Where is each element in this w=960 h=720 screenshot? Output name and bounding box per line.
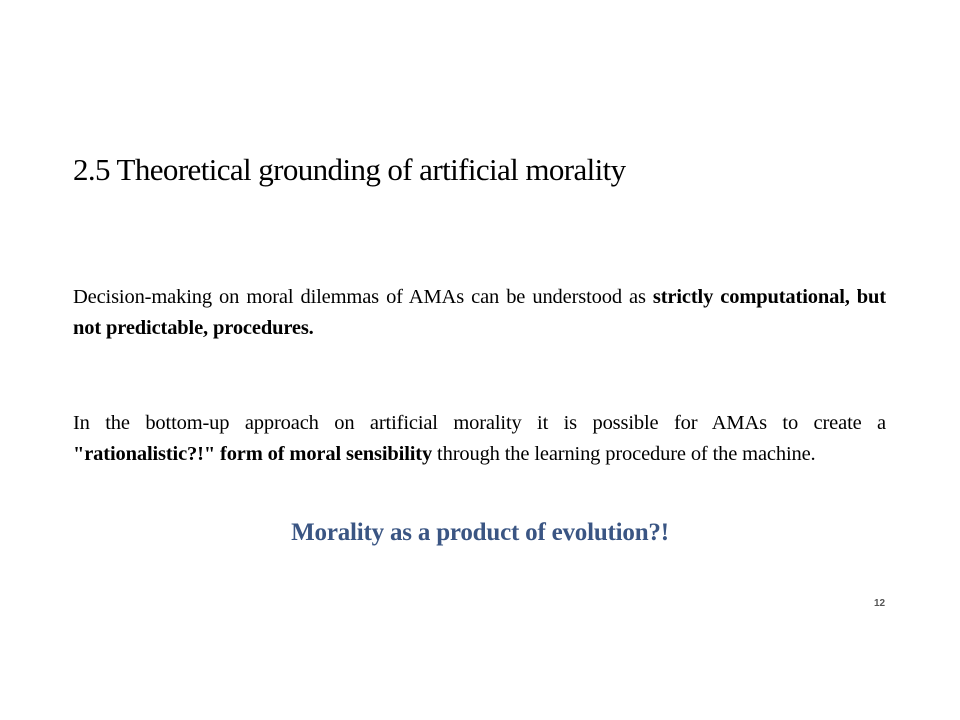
slide-title: 2.5 Theoretical grounding of artificial morality (73, 152, 626, 187)
paragraph-bottom-up-emphasis: "rationalistic?!" form of moral sensibility (73, 443, 433, 465)
paragraph-bottom-up (73, 408, 886, 470)
paragraph-decision-making (73, 282, 886, 344)
paragraph-decision-making-text: Decision-making on moral dilemmas of AMAs can be understood as (73, 286, 653, 308)
page-number: 12 (874, 598, 886, 609)
paragraph-bottom-up-text-after: through the learning procedure of the machine. (432, 443, 816, 465)
paragraph-bottom-up-text-before: In the bottom-up approach on artificial morality it is possible for AMAs to create a (73, 412, 886, 434)
paragraph-decision-making-emphasis: strictly computational, but not predictable, procedures. (73, 286, 886, 339)
tagline: Morality as a product of evolution?! (291, 519, 669, 546)
